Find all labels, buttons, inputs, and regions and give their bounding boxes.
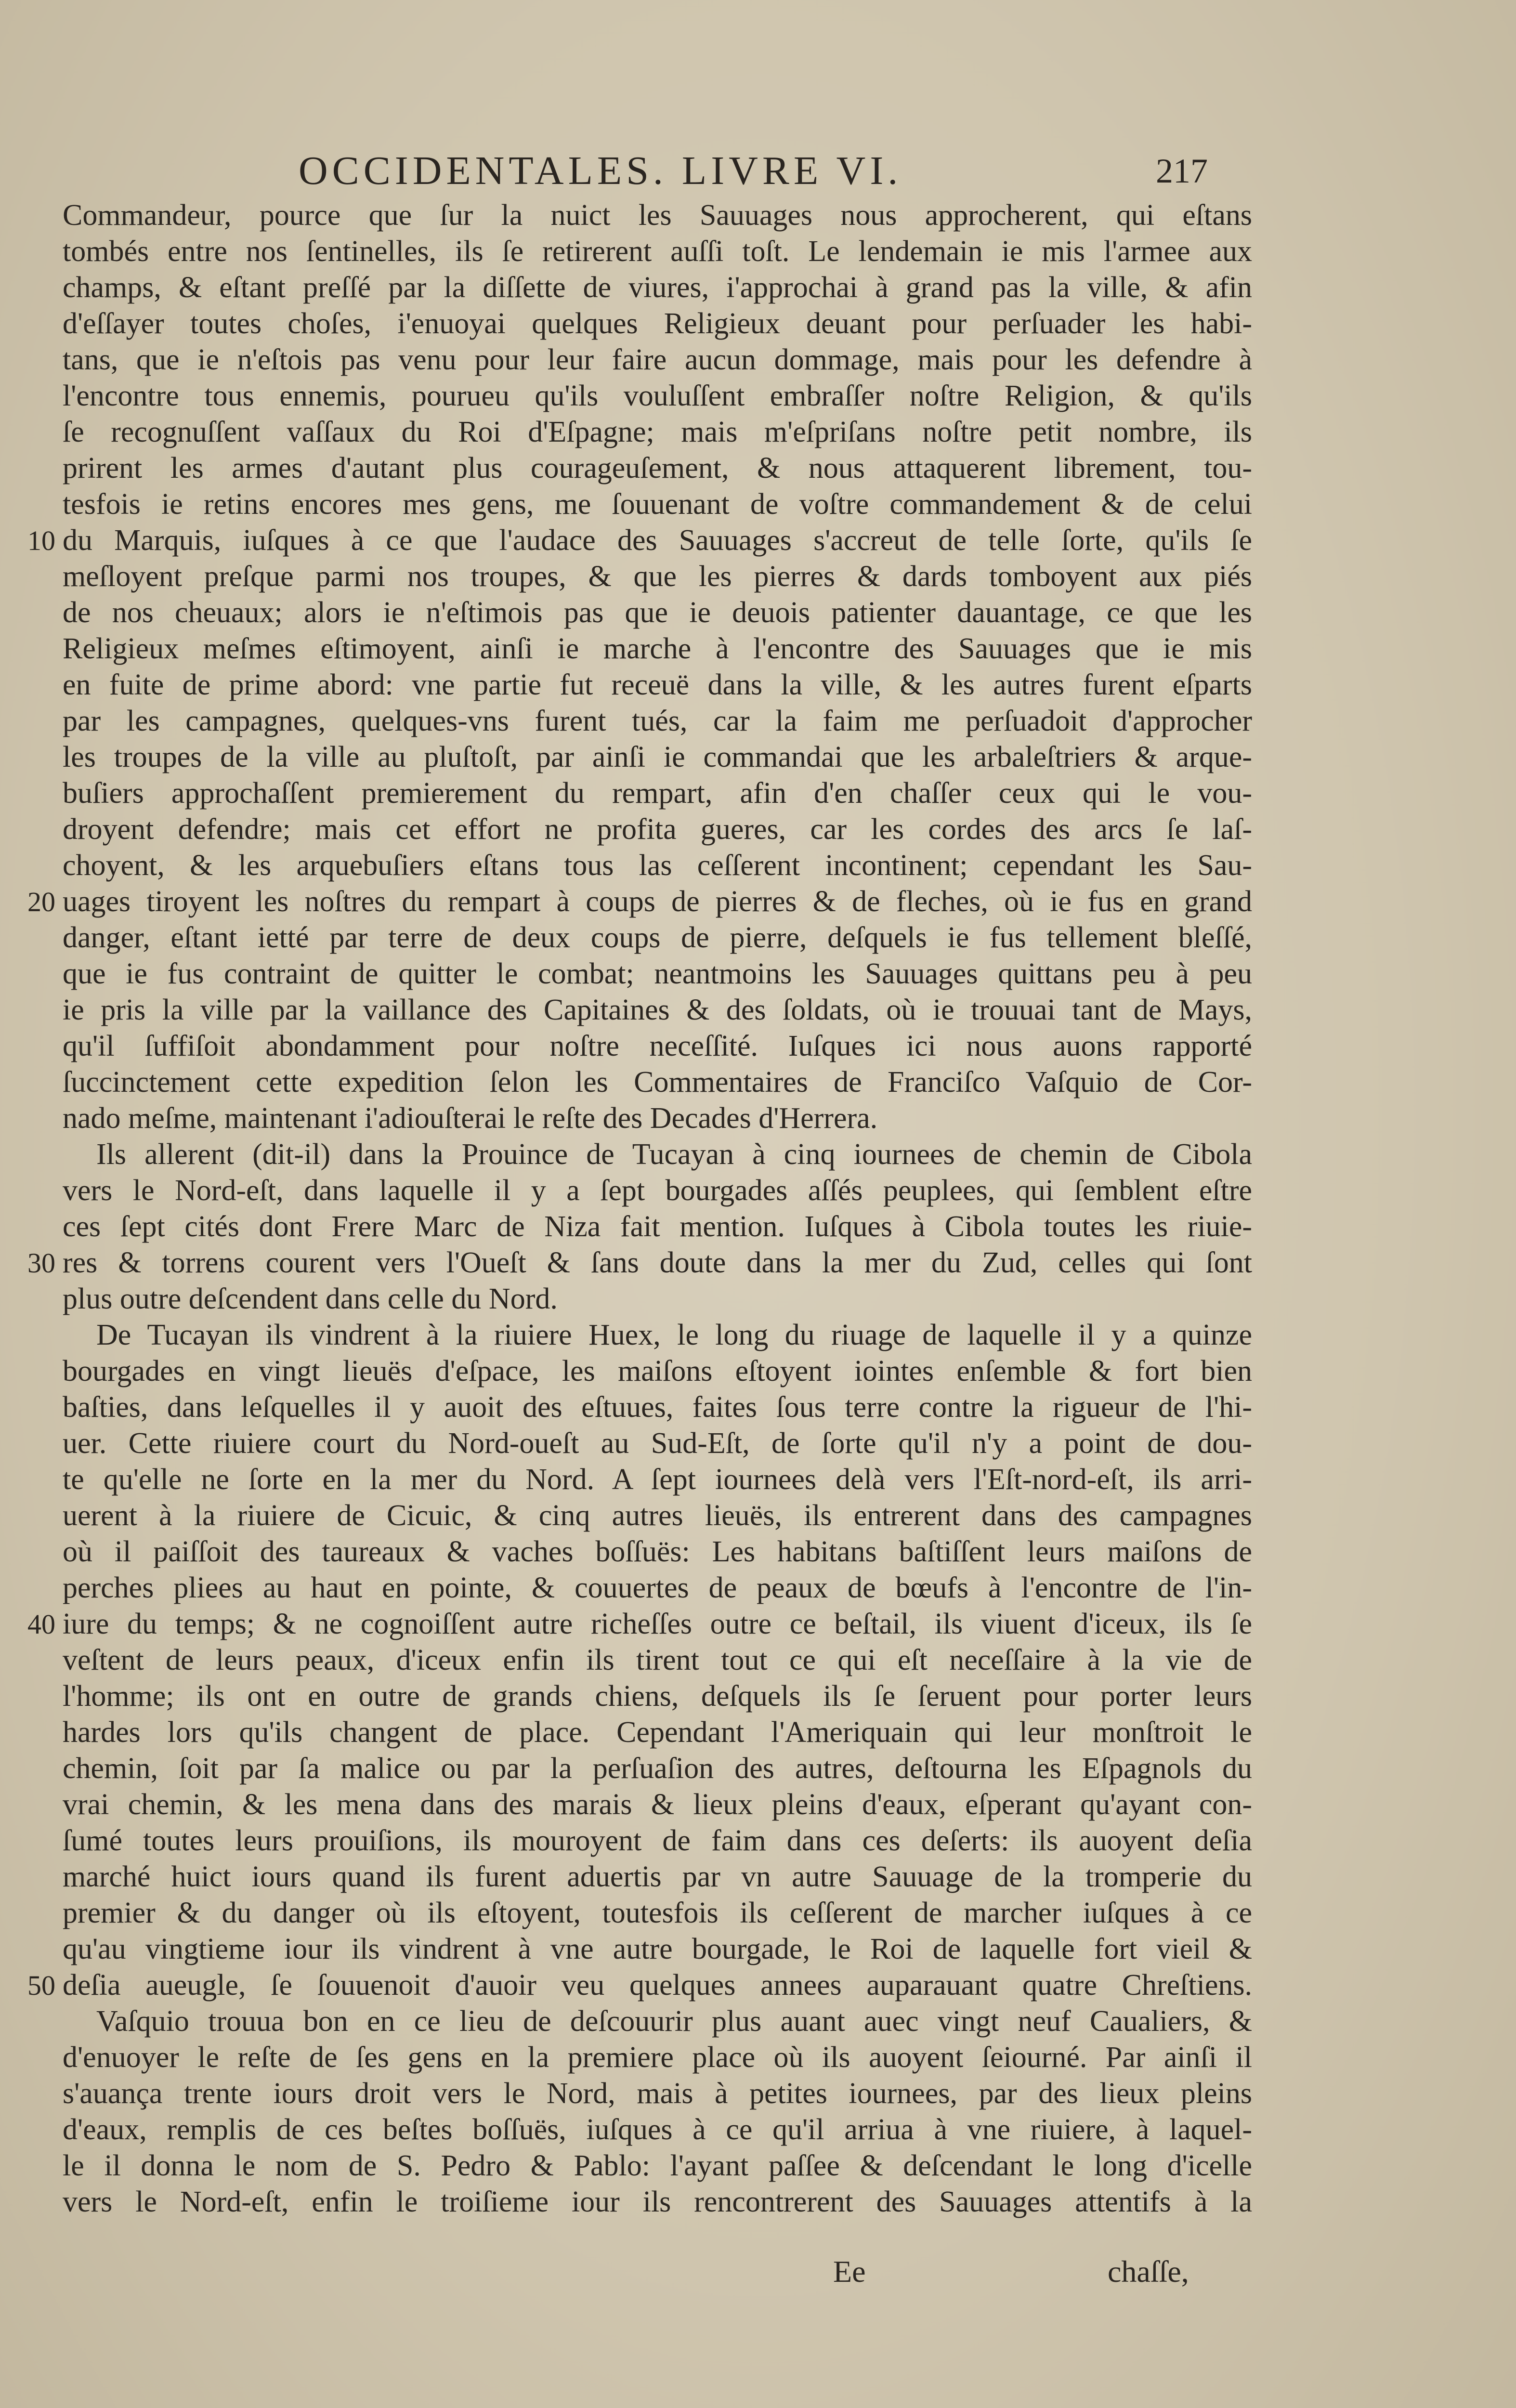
text-line bbox=[63, 1281, 1252, 1317]
text-line bbox=[63, 1787, 1252, 1823]
text-line bbox=[63, 992, 1252, 1028]
text-line bbox=[63, 1462, 1252, 1498]
text-line bbox=[63, 920, 1252, 956]
text-line-content: vers le Nord-eſt, enfin le troiſieme iour ils rencontrerent des Sauuages attentifs à la bbox=[63, 2186, 1252, 2218]
text-line-content: tesfois ie retins encores mes gens, me ſouuenant de voſtre commandement & de celui bbox=[63, 488, 1252, 521]
text-line bbox=[63, 197, 1252, 234]
text-line bbox=[63, 631, 1252, 667]
text-line bbox=[63, 1209, 1252, 1245]
text-line-content: baſties, dans leſquelles il y auoit des eſtuues, faites ſous terre contre la rigueur de l'hi- bbox=[63, 1391, 1252, 1424]
text-line bbox=[63, 956, 1252, 992]
text-line bbox=[63, 1028, 1252, 1064]
text-line bbox=[63, 234, 1252, 270]
text-line bbox=[63, 848, 1252, 884]
text-line-content: Vaſquio trouua bon en ce lieu de deſcouurir plus auant auec vingt neuf Caualiers, & bbox=[96, 2005, 1252, 2038]
text-line-content: d'eaux, remplis de ces beſtes boſſuës, iuſques à ce qu'il arriua à vne riuiere, à laquel- bbox=[63, 2113, 1252, 2146]
text-line-content: du Marquis, iuſques à ce que l'audace des Sauuages s'accreut de telle ſorte, qu'ils ſe bbox=[63, 524, 1252, 557]
text-line-content: chemin, ſoit par ſa malice ou par la perſuaſion des autres, deſtourna les Eſpagnols du bbox=[63, 1752, 1252, 1785]
text-line bbox=[63, 1642, 1252, 1678]
text-line-content: ie pris la ville par la vaillance des Capitaines & des ſoldats, où ie trouuai tant de Mays, bbox=[63, 994, 1252, 1026]
text-line bbox=[63, 559, 1252, 595]
text-line-content: buſiers approchaſſent premierement du rempart, afin d'en chaſſer ceux qui le vou- bbox=[63, 777, 1252, 810]
text-line-content: ſe recognuſſent vaſſaux du Roi d'Eſpagne; mais m'eſpriſans noſtre petit nombre, ils bbox=[63, 416, 1252, 448]
text-line bbox=[63, 1100, 1252, 1137]
text-line-content: te qu'elle ne ſorte en la mer du Nord. A ſept iournees delà vers l'Eſt-nord-eſt, ils arri- bbox=[63, 1463, 1252, 1496]
body-text bbox=[27, 197, 1252, 2220]
text-line-content: uerent à la riuiere de Cicuic, & cinq autres lieuës, ils entrerent dans des campagnes bbox=[63, 1499, 1252, 1532]
text-line-content: Ils allerent (dit-il) dans la Prouince de Tucayan à cinq iournees de chemin de Cibola bbox=[96, 1138, 1252, 1171]
text-line-content: où il paiſſoit des taureaux & vaches boſſuës: Les habitans baſtiſſent leurs maiſons de bbox=[63, 1535, 1252, 1568]
text-line bbox=[63, 595, 1252, 631]
text-line-content: hardes lors qu'ils changent de place. Cependant l'Ameriquain qui leur monſtroit le bbox=[63, 1716, 1252, 1749]
text-line-content: marché huict iours quand ils furent aduertis par vn autre Sauuage de la tromperie du bbox=[63, 1860, 1252, 1893]
text-line-content: que ie fus contraint de quitter le combat; neantmoins les Sauuages quittans peu à peu bbox=[63, 957, 1252, 990]
text-line bbox=[63, 2040, 1252, 2076]
text-line bbox=[63, 1498, 1252, 1534]
text-line bbox=[63, 775, 1252, 811]
text-line bbox=[63, 1426, 1252, 1462]
text-line-content: l'homme; ils ont en outre de grands chiens, deſquels ils ſe ſeruent pour porter leurs bbox=[63, 1680, 1252, 1713]
text-line-content: nado meſme, maintenant i'adiouſterai le reſte des Decades d'Herrera. bbox=[63, 1102, 878, 1135]
text-line-content: deſia aueugle, ſe ſouuenoit d'auoir veu quelques annees auparauant quatre Chreſtiens. bbox=[63, 1969, 1252, 2002]
text-line-content: De Tucayan ils vindrent à la riuiere Huex, le long du riuage de laquelle il y a quinze bbox=[96, 1319, 1252, 1351]
text-line-content: les troupes de la ville au pluſtoſt, par ainſi ie commandai que les arbaleſtriers & arque- bbox=[63, 741, 1252, 773]
line-number-marker: 40 bbox=[27, 1609, 55, 1640]
text-line bbox=[63, 1317, 1252, 1353]
text-line-content: qu'il ſuffiſoit abondamment pour noſtre neceſſité. Iuſques ici nous auons rapporté bbox=[63, 1030, 1252, 1062]
text-line-content: droyent defendre; mais cet effort ne profita gueres, car les cordes des arcs ſe laſ- bbox=[63, 813, 1252, 846]
line-number-marker: 50 bbox=[27, 1970, 55, 2001]
text-line bbox=[63, 1895, 1252, 1931]
text-line bbox=[63, 1751, 1252, 1787]
text-line-content: le il donna le nom de S. Pedro & Pablo: l'ayant paſſee & deſcendant le long d'icelle bbox=[63, 2149, 1252, 2182]
text-line bbox=[63, 1931, 1252, 1967]
text-line-content: uages tiroyent les noſtres du rempart à coups de pierres & de fleches, où ie fus en grand bbox=[63, 885, 1252, 918]
text-line bbox=[63, 1823, 1252, 1859]
text-line bbox=[63, 342, 1252, 378]
text-line bbox=[63, 1534, 1252, 1570]
text-line-content: ces ſept cités dont Frere Marc de Niza fait mention. Iuſques à Cibola toutes les riuie- bbox=[63, 1210, 1252, 1243]
text-line-content: res & torrens courent vers l'Oueſt & ſans doute dans la mer du Zud, celles qui ſont bbox=[63, 1246, 1252, 1279]
text-line-content: qu'au vingtieme iour ils vindrent à vne autre bourgade, le Roi de laquelle fort vieil & bbox=[63, 1933, 1252, 1965]
text-line bbox=[63, 811, 1252, 848]
text-line-content: choyent, & les arquebuſiers eſtans tous las ceſſerent incontinent; cependant les Sau- bbox=[63, 849, 1252, 882]
text-line bbox=[63, 1064, 1252, 1100]
text-line-content: tans, que ie n'eſtois pas venu pour leur faire aucun dommage, mais pour les defendre à bbox=[63, 343, 1252, 376]
text-line-content: d'enuoyer le reſte de ſes gens en la premiere place où ils auoyent ſeiourné. Par ainſi il bbox=[63, 2041, 1252, 2074]
text-line bbox=[27, 523, 1252, 559]
text-line bbox=[63, 378, 1252, 414]
text-line bbox=[63, 2003, 1252, 2040]
text-line-content: ſuccinctement cette expedition ſelon les Commentaires de Franciſco Vaſquio de Cor- bbox=[63, 1066, 1252, 1099]
text-line-content: d'eſſayer toutes choſes, i'enuoyai quelques Religieux deuant pour perſuader les habi- bbox=[63, 307, 1252, 340]
text-line-content: bourgades en vingt lieuës d'eſpace, les maiſons eſtoyent iointes enſemble & fort bien bbox=[63, 1355, 1252, 1387]
text-line bbox=[63, 486, 1252, 523]
text-line bbox=[63, 270, 1252, 306]
text-line bbox=[63, 739, 1252, 775]
text-line bbox=[63, 1570, 1252, 1606]
text-line bbox=[63, 1353, 1252, 1389]
text-line-content: danger, eſtant ietté par terre de deux coups de pierre, deſquels ie fus tellement bleſſé, bbox=[63, 921, 1252, 954]
running-head: OCCIDENTALES. LIVRE VI. bbox=[299, 148, 902, 193]
text-line bbox=[63, 1137, 1252, 1173]
text-line-content: Commandeur, pource que ſur la nuict les Sauuages nous approcherent, qui eſtans bbox=[63, 199, 1252, 232]
text-line-content: iure du temps; & ne cognoiſſent autre richeſſes outre ce beſtail, ils viuent d'iceux, ils ſe bbox=[63, 1608, 1252, 1640]
text-line bbox=[63, 667, 1252, 703]
text-line-content: perches pliees au haut en pointe, & couuertes de peaux de bœufs à l'encontre de l'in- bbox=[63, 1571, 1252, 1604]
text-line-content: Religieux meſmes eſtimoyent, ainſi ie marche à l'encontre des Sauuages que ie mis bbox=[63, 632, 1252, 665]
text-line bbox=[63, 1173, 1252, 1209]
text-line bbox=[63, 1714, 1252, 1751]
text-line bbox=[63, 2148, 1252, 2184]
text-line-content: vrai chemin, & les mena dans des marais & lieux pleins d'eaux, eſperant qu'ayant con- bbox=[63, 1788, 1252, 1821]
text-line-content: prirent les armes d'autant plus courageuſement, & nous attaquerent librement, tou- bbox=[63, 452, 1252, 484]
text-line bbox=[63, 703, 1252, 739]
text-line-content: l'encontre tous ennemis, pourueu qu'ils vouluſſent embraſſer noſtre Religion, & qu'ils bbox=[63, 380, 1252, 412]
text-line bbox=[63, 414, 1252, 450]
text-line bbox=[63, 2184, 1252, 2220]
text-line-content: par les campagnes, quelques-vns furent tués, car la faim me perſuadoit d'approcher bbox=[63, 705, 1252, 737]
catchword: chaſſe, bbox=[1108, 2254, 1189, 2289]
text-line-content: meſloyent preſque parmi nos troupes, & que les pierres & dards tomboyent aux piés bbox=[63, 560, 1252, 593]
signature-mark: Ee bbox=[833, 2254, 866, 2289]
text-line-content: ſumé toutes leurs prouiſions, ils mouroyent de faim dans ces deſerts: ils auoyent deſia bbox=[63, 1824, 1252, 1857]
line-number-marker: 10 bbox=[27, 525, 55, 556]
text-line bbox=[63, 306, 1252, 342]
text-line bbox=[27, 884, 1252, 920]
text-line bbox=[63, 1859, 1252, 1895]
text-line bbox=[27, 1245, 1252, 1281]
text-line-content: champs, & eſtant preſſé par la diſſette de viures, i'approchai à grand pas la ville, & afin bbox=[63, 271, 1252, 304]
text-line bbox=[27, 1606, 1252, 1642]
text-line bbox=[63, 450, 1252, 486]
text-line-content: plus outre deſcendent dans celle du Nord. bbox=[63, 1283, 558, 1315]
text-line-content: de nos cheuaux; alors ie n'eſtimois pas que ie deuois patienter dauantage, ce que les bbox=[63, 596, 1252, 629]
text-line bbox=[63, 2076, 1252, 2112]
text-line-content: s'auança trente iours droit vers le Nord, mais à petites iournees, par des lieux pleins bbox=[63, 2077, 1252, 2110]
text-line-content: veſtent de leurs peaux, d'iceux enfin ils tirent tout ce qui eſt neceſſaire à la vie de bbox=[63, 1644, 1252, 1676]
line-number-marker: 20 bbox=[27, 886, 55, 917]
text-line-content: vers le Nord-eſt, dans laquelle il y a ſept bourgades aſſés peuplees, qui ſemblent eſtre bbox=[63, 1174, 1252, 1207]
text-line bbox=[63, 1389, 1252, 1426]
text-line-content: en fuite de prime abord: vne partie fut receuë dans la ville, & les autres furent eſparts bbox=[63, 668, 1252, 701]
text-line-content: uer. Cette riuiere court du Nord-oueſt au Sud-Eſt, de ſorte qu'il n'y a point de dou- bbox=[63, 1427, 1252, 1460]
text-line-content: tombés entre nos ſentinelles, ils ſe retirerent auſſi toſt. Le lendemain ie mis l'armee aux bbox=[63, 235, 1252, 268]
page-number: 217 bbox=[1156, 152, 1208, 190]
page-header bbox=[0, 144, 1516, 197]
line-number-marker: 30 bbox=[27, 1247, 55, 1279]
text-line bbox=[63, 1678, 1252, 1714]
text-line-content: premier & du danger où ils eſtoyent, toutesfois ils ceſſerent de marcher iuſques à ce bbox=[63, 1897, 1252, 1929]
text-line bbox=[27, 1967, 1252, 2003]
text-line bbox=[63, 2112, 1252, 2148]
